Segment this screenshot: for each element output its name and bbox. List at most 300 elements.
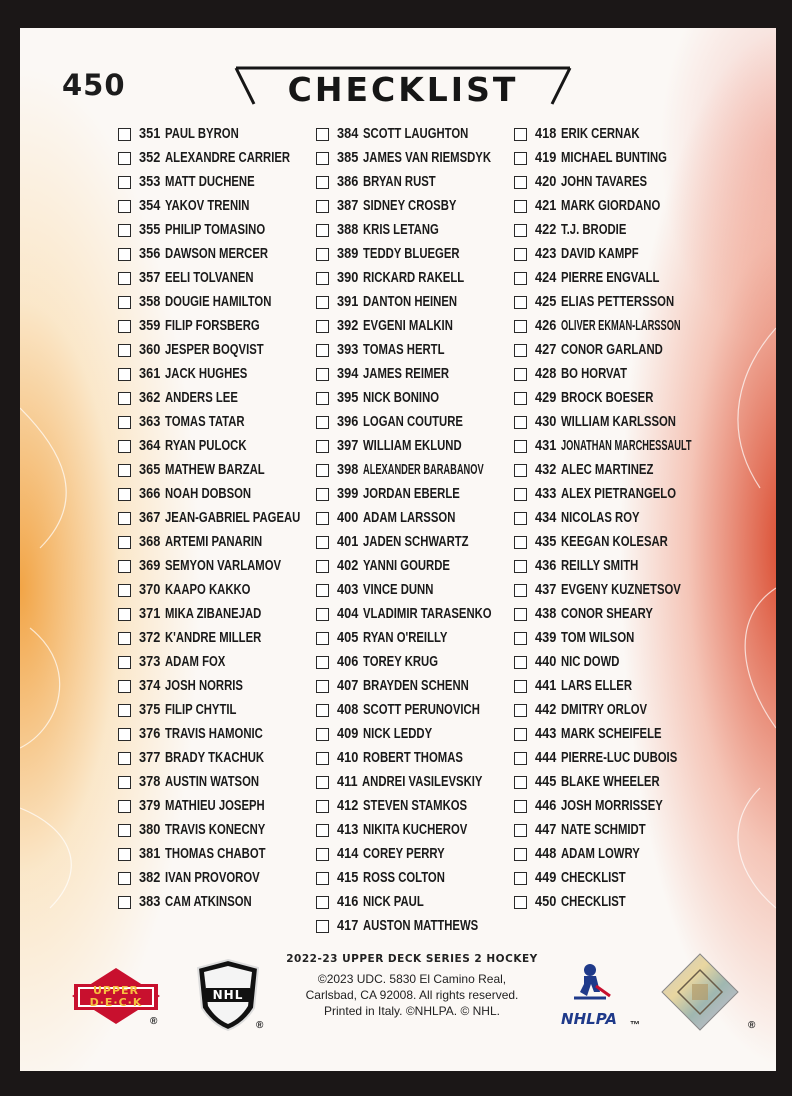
card-no: 430 — [535, 414, 557, 430]
checkbox[interactable] — [118, 872, 131, 885]
card-no: 399 — [337, 486, 359, 502]
checklist-row — [118, 698, 339, 722]
card-no: 429 — [535, 390, 557, 406]
player-name: JONATHAN MARCHESSAULT — [561, 438, 692, 454]
checklist-row — [118, 602, 339, 626]
player-name: BRYAN RUST — [363, 174, 436, 190]
checkbox[interactable] — [316, 752, 329, 765]
checklist-row — [118, 122, 339, 146]
checklist-row — [118, 170, 339, 194]
player-name: ANDERS LEE — [165, 390, 239, 406]
card-no: 381 — [139, 846, 161, 862]
checklist-row — [118, 314, 339, 338]
checkbox[interactable] — [118, 224, 131, 237]
card-no: 364 — [139, 438, 161, 454]
card-no: 427 — [535, 342, 557, 358]
legal-line: ©2023 UDC. 5830 El Camino Real, — [317, 972, 507, 986]
checklist-row — [118, 482, 339, 506]
player-name: TEDDY BLUEGER — [363, 246, 460, 262]
checkbox[interactable] — [514, 704, 527, 717]
checkbox[interactable] — [118, 608, 131, 621]
card-no: 420 — [535, 174, 557, 190]
card-no: 445 — [535, 774, 557, 790]
player-name: VINCE DUNN — [363, 582, 434, 598]
card-no: 374 — [139, 678, 161, 694]
card-no: 357 — [139, 270, 161, 286]
checklist-row — [514, 554, 765, 578]
card-no: 368 — [139, 534, 161, 550]
checkbox[interactable] — [118, 824, 131, 837]
card-no: 389 — [337, 246, 359, 262]
checkbox[interactable] — [118, 584, 131, 597]
player-name: AUSTIN WATSON — [165, 774, 260, 790]
card-no: 397 — [337, 438, 359, 454]
checkbox[interactable] — [514, 680, 527, 693]
checkbox[interactable] — [514, 800, 527, 813]
card-no: 384 — [337, 126, 359, 142]
player-name: JACK HUGHES — [165, 366, 248, 382]
card-no: 423 — [535, 246, 557, 262]
checkbox[interactable] — [316, 392, 329, 405]
checklist-row — [514, 698, 765, 722]
checklist-row — [118, 554, 339, 578]
checkbox[interactable] — [514, 224, 527, 237]
player-name: CONOR GARLAND — [561, 342, 663, 358]
card-no: 421 — [535, 198, 557, 214]
player-name: EVGENI MALKIN — [363, 318, 454, 334]
card-no: 367 — [139, 510, 161, 526]
card-no: 441 — [535, 678, 557, 694]
checkbox[interactable] — [316, 560, 329, 573]
player-name: PIERRE ENGVALL — [561, 270, 660, 286]
checkbox[interactable] — [316, 680, 329, 693]
checkbox[interactable] — [316, 248, 329, 261]
card-no: 447 — [535, 822, 557, 838]
checklist-row — [514, 626, 765, 650]
card-no: 383 — [139, 894, 161, 910]
checkbox[interactable] — [514, 464, 527, 477]
checklist-row — [514, 506, 765, 530]
card-no: 373 — [139, 654, 161, 670]
player-name: JAMES REIMER — [363, 366, 450, 382]
checkbox[interactable] — [118, 152, 131, 165]
checklist-row — [118, 626, 339, 650]
card-no: 417 — [337, 918, 359, 934]
checkbox[interactable] — [514, 152, 527, 165]
player-name: AUSTON MATTHEWS — [363, 918, 479, 934]
player-name: JESPER BOQVIST — [165, 342, 264, 358]
checkbox[interactable] — [118, 464, 131, 477]
checklist-row — [514, 242, 765, 266]
checkbox[interactable] — [118, 128, 131, 141]
player-name: SCOTT PERUNOVICH — [363, 702, 481, 718]
player-name: PAUL BYRON — [165, 126, 239, 142]
player-name: SCOTT LAUGHTON — [363, 126, 469, 142]
player-name: LARS ELLER — [561, 678, 633, 694]
card-no: 396 — [337, 414, 359, 430]
card-no: 377 — [139, 750, 161, 766]
checkbox[interactable] — [514, 296, 527, 309]
checklist-row — [514, 434, 765, 458]
card-no: 365 — [139, 462, 161, 478]
player-name: ADAM LARSSON — [363, 510, 456, 526]
checkbox[interactable] — [118, 680, 131, 693]
player-name: DAWSON MERCER — [165, 246, 269, 262]
player-name: ERIK CERNAK — [561, 126, 640, 142]
card-no: 358 — [139, 294, 161, 310]
card-no: 406 — [337, 654, 359, 670]
checklist-row — [514, 530, 765, 554]
checkbox[interactable] — [316, 128, 329, 141]
card-no: 369 — [139, 558, 161, 574]
player-name: TOMAS HERTL — [363, 342, 445, 358]
player-name: YANNI GOURDE — [363, 558, 451, 574]
checklist-row — [514, 746, 765, 770]
checkbox[interactable] — [316, 896, 329, 909]
player-name: MATT DUCHENE — [165, 174, 255, 190]
legal-line: Carlsbad, CA 92008. All rights reserved. — [305, 988, 519, 1002]
checkbox[interactable] — [514, 560, 527, 573]
checkbox[interactable] — [514, 656, 527, 669]
card-no: 416 — [337, 894, 359, 910]
player-name: ALEXANDRE CARRIER — [165, 150, 291, 166]
checkbox[interactable] — [118, 776, 131, 789]
card-no: 443 — [535, 726, 557, 742]
player-name: MIKA ZIBANEJAD — [165, 606, 262, 622]
set-name: 2022-23 UPPER DECK SERIES 2 HOCKEY — [286, 953, 538, 965]
checklist-row — [514, 362, 765, 386]
checkbox[interactable] — [514, 776, 527, 789]
player-name: SEMYON VARLAMOV — [165, 558, 282, 574]
nhl-logo-text: NHL — [212, 988, 244, 1002]
player-name: NICK PAUL — [363, 894, 424, 910]
player-name: YAKOV TRENIN — [165, 198, 250, 214]
card-no: 351 — [139, 126, 161, 142]
checklist-row — [514, 770, 765, 794]
checkbox[interactable] — [514, 824, 527, 837]
checkbox[interactable] — [316, 704, 329, 717]
registered-mark: ® — [150, 1016, 158, 1027]
player-name: ANDREI VASILEVSKIY — [362, 774, 483, 790]
checkbox[interactable] — [316, 200, 329, 213]
player-name: ADAM FOX — [165, 654, 226, 670]
nhlpa-logo — [544, 962, 640, 1031]
checkbox[interactable] — [118, 536, 131, 549]
checkbox[interactable] — [514, 272, 527, 285]
card-no: 431 — [535, 438, 557, 454]
card-no: 371 — [139, 606, 161, 622]
checkbox[interactable] — [514, 632, 527, 645]
card-no: 372 — [139, 630, 161, 646]
card-no: 363 — [139, 414, 161, 430]
checkbox[interactable] — [118, 200, 131, 213]
checkbox[interactable] — [118, 632, 131, 645]
card-no: 428 — [535, 366, 557, 382]
checkbox[interactable] — [118, 392, 131, 405]
checkbox[interactable] — [514, 128, 527, 141]
checkbox[interactable] — [514, 536, 527, 549]
card-no: 404 — [337, 606, 359, 622]
player-name: WILLIAM KARLSSON — [561, 414, 677, 430]
card-no: 398 — [337, 462, 359, 478]
checklist-row — [514, 458, 765, 482]
checkbox[interactable] — [118, 728, 131, 741]
player-name: STEVEN STAMKOS — [363, 798, 468, 814]
card-no: 366 — [139, 486, 161, 502]
checkbox[interactable] — [514, 896, 527, 909]
player-name: RYAN O'REILLY — [363, 630, 448, 646]
page-title: CHECKLIST — [287, 70, 519, 109]
checkbox[interactable] — [316, 416, 329, 429]
card-no: 424 — [535, 270, 557, 286]
player-name: DMITRY ORLOV — [561, 702, 648, 718]
card-no: 415 — [337, 870, 359, 886]
card-no: 401 — [337, 534, 359, 550]
player-name: TRAVIS HAMONIC — [165, 726, 264, 742]
player-name: ELIAS PETTERSSON — [561, 294, 675, 310]
player-name: DOUGIE HAMILTON — [165, 294, 272, 310]
checkbox[interactable] — [118, 848, 131, 861]
checkbox[interactable] — [316, 608, 329, 621]
checkbox[interactable] — [514, 392, 527, 405]
checklist-row — [118, 362, 339, 386]
card-no: 439 — [535, 630, 557, 646]
checkbox[interactable] — [118, 368, 131, 381]
checklist-row — [514, 194, 765, 218]
player-name: ROBERT THOMAS — [363, 750, 464, 766]
checkbox[interactable] — [118, 560, 131, 573]
checkbox[interactable] — [316, 272, 329, 285]
player-name: NIC DOWD — [561, 654, 620, 670]
checkbox[interactable] — [316, 176, 329, 189]
card-no: 353 — [139, 174, 161, 190]
player-name: T.J. BRODIE — [561, 222, 627, 238]
checkbox[interactable] — [316, 800, 329, 813]
checkbox[interactable] — [514, 344, 527, 357]
card-no: 385 — [337, 150, 359, 166]
player-name: TOREY KRUG — [363, 654, 439, 670]
checklist-column-3 — [514, 122, 765, 914]
card-no: 425 — [535, 294, 557, 310]
player-name: BO HORVAT — [561, 366, 628, 382]
checklist-row — [514, 314, 765, 338]
player-name: NICOLAS ROY — [561, 510, 640, 526]
player-name: FILIP FORSBERG — [165, 318, 260, 334]
checklist-row — [514, 146, 765, 170]
checklist-row — [514, 674, 765, 698]
checkbox[interactable] — [514, 584, 527, 597]
player-name: MARK SCHEIFELE — [561, 726, 662, 742]
player-name: K'ANDRE MILLER — [165, 630, 262, 646]
checkbox[interactable] — [514, 728, 527, 741]
checkbox[interactable] — [316, 536, 329, 549]
checkbox[interactable] — [316, 344, 329, 357]
checklist-row — [514, 890, 765, 914]
player-name: SIDNEY CROSBY — [363, 198, 457, 214]
card-no: 390 — [337, 270, 359, 286]
player-name: DANTON HEINEN — [363, 294, 458, 310]
checkbox[interactable] — [514, 872, 527, 885]
card-no: 354 — [139, 198, 161, 214]
checklist-row — [514, 818, 765, 842]
card-no: 433 — [535, 486, 557, 502]
checklist-row — [118, 146, 339, 170]
checkbox[interactable] — [514, 200, 527, 213]
checkbox[interactable] — [316, 656, 329, 669]
checkbox[interactable] — [316, 776, 329, 789]
player-name: FILIP CHYTIL — [165, 702, 237, 718]
card-no: 409 — [337, 726, 359, 742]
player-name: RICKARD RAKELL — [363, 270, 465, 286]
checkbox[interactable] — [118, 752, 131, 765]
player-name: LOGAN COUTURE — [363, 414, 464, 430]
checkbox[interactable] — [316, 824, 329, 837]
checkbox[interactable] — [514, 368, 527, 381]
checklist-row — [514, 602, 765, 626]
checkbox[interactable] — [118, 704, 131, 717]
card-no: 434 — [535, 510, 557, 526]
checkbox[interactable] — [316, 632, 329, 645]
checkbox[interactable] — [514, 488, 527, 501]
checkbox[interactable] — [316, 368, 329, 381]
checkbox[interactable] — [118, 440, 131, 453]
card-no: 376 — [139, 726, 161, 742]
checkbox[interactable] — [514, 512, 527, 525]
checkbox[interactable] — [316, 152, 329, 165]
checkbox[interactable] — [118, 896, 131, 909]
checkbox[interactable] — [316, 224, 329, 237]
card-no: 435 — [535, 534, 557, 550]
card-no: 448 — [535, 846, 557, 862]
checkbox[interactable] — [316, 440, 329, 453]
card-no: 408 — [337, 702, 359, 718]
player-name: NIKITA KUCHEROV — [363, 822, 468, 838]
player-name: KEEGAN KOLESAR — [561, 534, 669, 550]
checkbox[interactable] — [316, 848, 329, 861]
card-no: 382 — [139, 870, 161, 886]
checkbox[interactable] — [118, 488, 131, 501]
checkbox[interactable] — [118, 296, 131, 309]
checklist-row — [118, 338, 339, 362]
checkbox[interactable] — [316, 872, 329, 885]
checkbox[interactable] — [118, 320, 131, 333]
checkbox[interactable] — [514, 248, 527, 261]
checkbox[interactable] — [514, 848, 527, 861]
player-name: JAMES VAN RIEMSDYK — [363, 150, 492, 166]
player-name: MATHIEU JOSEPH — [165, 798, 265, 814]
checkbox[interactable] — [514, 608, 527, 621]
player-name: OLIVER EKMAN-LARSSON — [561, 318, 681, 334]
checklist-row — [514, 482, 765, 506]
checkbox[interactable] — [514, 440, 527, 453]
checkbox[interactable] — [316, 584, 329, 597]
card-no: 403 — [337, 582, 359, 598]
player-name: JORDAN EBERLE — [363, 486, 460, 502]
player-name: BRAYDEN SCHENN — [363, 678, 470, 694]
card-no: 414 — [337, 846, 359, 862]
checkbox[interactable] — [118, 800, 131, 813]
player-name: JOSH MORRISSEY — [561, 798, 664, 814]
checkbox[interactable] — [118, 512, 131, 525]
checklist-column-1 — [118, 122, 339, 914]
card-no: 387 — [337, 198, 359, 214]
checklist-row — [514, 866, 765, 890]
checkbox[interactable] — [316, 464, 329, 477]
checklist-row — [514, 290, 765, 314]
checklist-row — [514, 266, 765, 290]
checkbox[interactable] — [118, 416, 131, 429]
checkbox[interactable] — [514, 320, 527, 333]
card-no: 437 — [535, 582, 557, 598]
checklist-row — [118, 842, 339, 866]
checkbox[interactable] — [118, 272, 131, 285]
checklist-row — [316, 914, 552, 938]
checklist-row — [514, 794, 765, 818]
player-name: CHECKLIST — [561, 894, 626, 910]
checklist-row — [514, 338, 765, 362]
checkbox[interactable] — [118, 248, 131, 261]
checkbox[interactable] — [514, 752, 527, 765]
player-name: COREY PERRY — [363, 846, 445, 862]
checklist-row — [118, 218, 339, 242]
checklist-card — [20, 28, 776, 1071]
card-no: 426 — [535, 318, 557, 334]
checkbox[interactable] — [316, 296, 329, 309]
checkbox[interactable] — [118, 344, 131, 357]
player-name: ROSS COLTON — [363, 870, 446, 886]
player-name: NOAH DOBSON — [165, 486, 252, 502]
checklist-row — [514, 722, 765, 746]
player-name: BROCK BOESER — [561, 390, 654, 406]
player-name: ARTEMI PANARIN — [165, 534, 263, 550]
player-name: REILLY SMITH — [561, 558, 639, 574]
checkbox[interactable] — [316, 728, 329, 741]
player-name: ALEC MARTINEZ — [561, 462, 654, 478]
checklist-row — [118, 458, 339, 482]
checkbox[interactable] — [118, 656, 131, 669]
card-no: 405 — [337, 630, 359, 646]
player-name: CHECKLIST — [561, 870, 626, 886]
card-no: 386 — [337, 174, 359, 190]
card-no: 402 — [337, 558, 359, 574]
player-name: MATHEW BARZAL — [165, 462, 265, 478]
player-name: IVAN PROVOROV — [165, 870, 260, 886]
card-no: 432 — [535, 462, 557, 478]
player-name: VLADIMIR TARASENKO — [363, 606, 492, 622]
checklist-row — [118, 866, 339, 890]
checkbox[interactable] — [316, 512, 329, 525]
checkbox[interactable] — [316, 320, 329, 333]
checkbox[interactable] — [514, 416, 527, 429]
checkbox[interactable] — [118, 176, 131, 189]
player-name: DAVID KAMPF — [561, 246, 639, 262]
card-no: 410 — [337, 750, 359, 766]
checkbox[interactable] — [316, 920, 329, 933]
player-name: PIERRE-LUC DUBOIS — [561, 750, 678, 766]
checklist-row — [118, 722, 339, 746]
trademark-mark: ™ — [630, 1020, 640, 1031]
checklist-row — [514, 650, 765, 674]
checkbox[interactable] — [316, 488, 329, 501]
checkbox[interactable] — [514, 176, 527, 189]
card-no: 418 — [535, 126, 557, 142]
card-no: 440 — [535, 654, 557, 670]
player-name: KRIS LETANG — [363, 222, 440, 238]
checklist-row — [118, 578, 339, 602]
player-name: PHILIP TOMASINO — [165, 222, 266, 238]
card-number: 450 — [62, 68, 126, 102]
card-no: 450 — [535, 894, 557, 910]
